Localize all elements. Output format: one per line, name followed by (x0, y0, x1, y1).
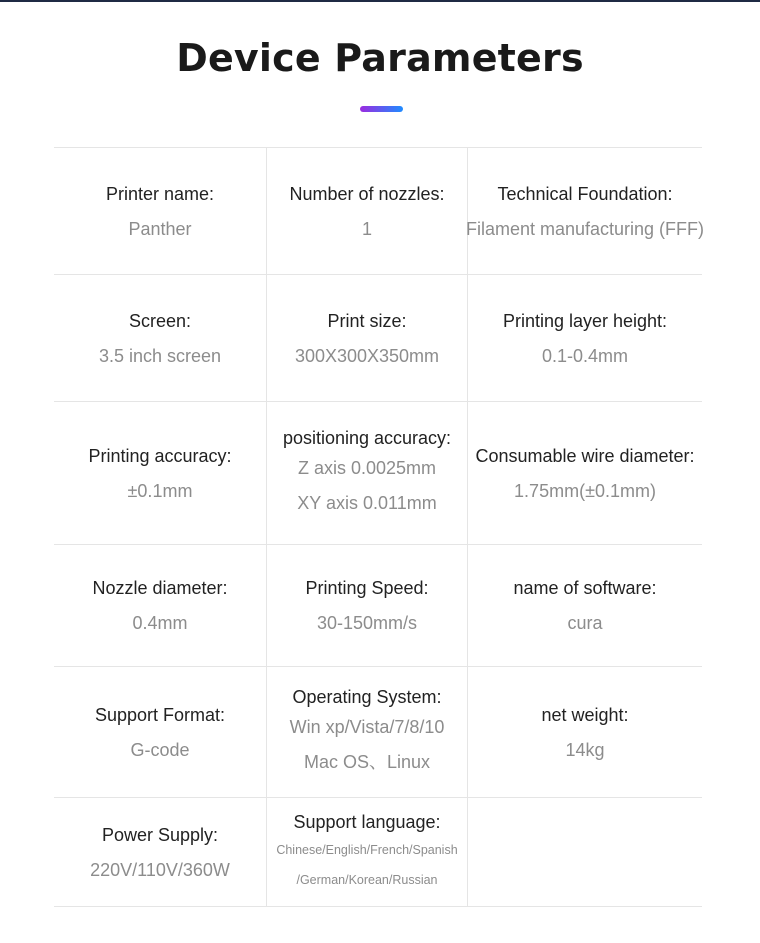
param-cell-software (467, 545, 702, 666)
param-label: name of software: (513, 578, 657, 598)
param-value: Panther (128, 218, 192, 239)
empty-cell (467, 798, 702, 906)
param-label: Number of nozzles: (289, 183, 445, 204)
parameters-table (54, 147, 705, 907)
page-title: Device Parameters (176, 36, 584, 80)
param-cell-layer-height (467, 275, 702, 401)
param-value: 30-150mm/s (316, 613, 418, 633)
param-label: Printing accuracy: (88, 445, 232, 466)
param-cell-weight (467, 667, 702, 797)
param-cell-format (54, 667, 266, 797)
table-row (54, 147, 705, 274)
param-label: Operating System: (292, 687, 442, 707)
param-label: Technical Foundation: (497, 183, 673, 204)
param-cell-screen (54, 275, 266, 401)
param-label: Support Format: (94, 704, 226, 725)
param-value: Mac OS、Linux (303, 752, 431, 772)
param-value: 14kg (565, 739, 605, 760)
param-label: Consumable wire diameter: (475, 445, 695, 466)
param-value: 0.1-0.4mm (541, 345, 629, 366)
param-value: /German/Korean/Russian (296, 873, 438, 887)
param-cell-print-size (266, 275, 467, 401)
param-cell-language (266, 798, 467, 906)
table-row (54, 666, 702, 797)
param-value: cura (567, 613, 603, 633)
param-label: Printer name: (105, 183, 215, 204)
param-label: Nozzle diameter: (92, 578, 228, 598)
top-border-line (0, 0, 760, 2)
param-label: Printing layer height: (502, 310, 668, 331)
param-label: Printing Speed: (305, 578, 429, 598)
table-row (54, 401, 702, 544)
title-accent-bar (360, 106, 403, 112)
param-label: Power Supply: (101, 824, 219, 845)
param-value: 3.5 inch screen (98, 345, 222, 366)
param-value: XY axis 0.011mm (297, 493, 437, 513)
param-cell-positioning (266, 402, 467, 544)
param-label: Support language: (293, 812, 441, 832)
param-value: Chinese/English/French/Spanish (276, 843, 458, 857)
param-label: net weight: (541, 704, 629, 725)
param-cell-nozzles (266, 148, 467, 274)
param-cell-accuracy (54, 402, 266, 544)
param-label: Print size: (327, 310, 407, 331)
param-cell-speed (266, 545, 467, 666)
param-cell-power (54, 798, 266, 906)
table-row (54, 544, 702, 666)
param-value: 1.75mm(±0.1mm) (514, 480, 656, 501)
param-value: G-code (130, 739, 190, 760)
param-value: Filament manufacturing (FFF) (465, 218, 705, 239)
table-row (54, 274, 702, 401)
param-cell-wire-diameter (467, 402, 702, 544)
param-cell-nozzle-diameter (54, 545, 266, 666)
param-value: Win xp/Vista/7/8/10 (289, 717, 445, 737)
param-cell-printer-name (54, 148, 266, 274)
param-label: Screen: (128, 310, 192, 331)
param-value: ±0.1mm (127, 480, 193, 501)
param-value: 1 (361, 218, 372, 239)
param-value: 300X300X350mm (294, 345, 440, 366)
param-value: 0.4mm (132, 613, 188, 633)
param-cell-os (266, 667, 467, 797)
param-cell-foundation (465, 148, 705, 274)
table-row (54, 797, 702, 907)
param-label: positioning accuracy: (282, 428, 452, 448)
param-value: 220V/110V/360W (90, 859, 230, 880)
param-value: Z axis 0.0025mm (297, 458, 437, 478)
